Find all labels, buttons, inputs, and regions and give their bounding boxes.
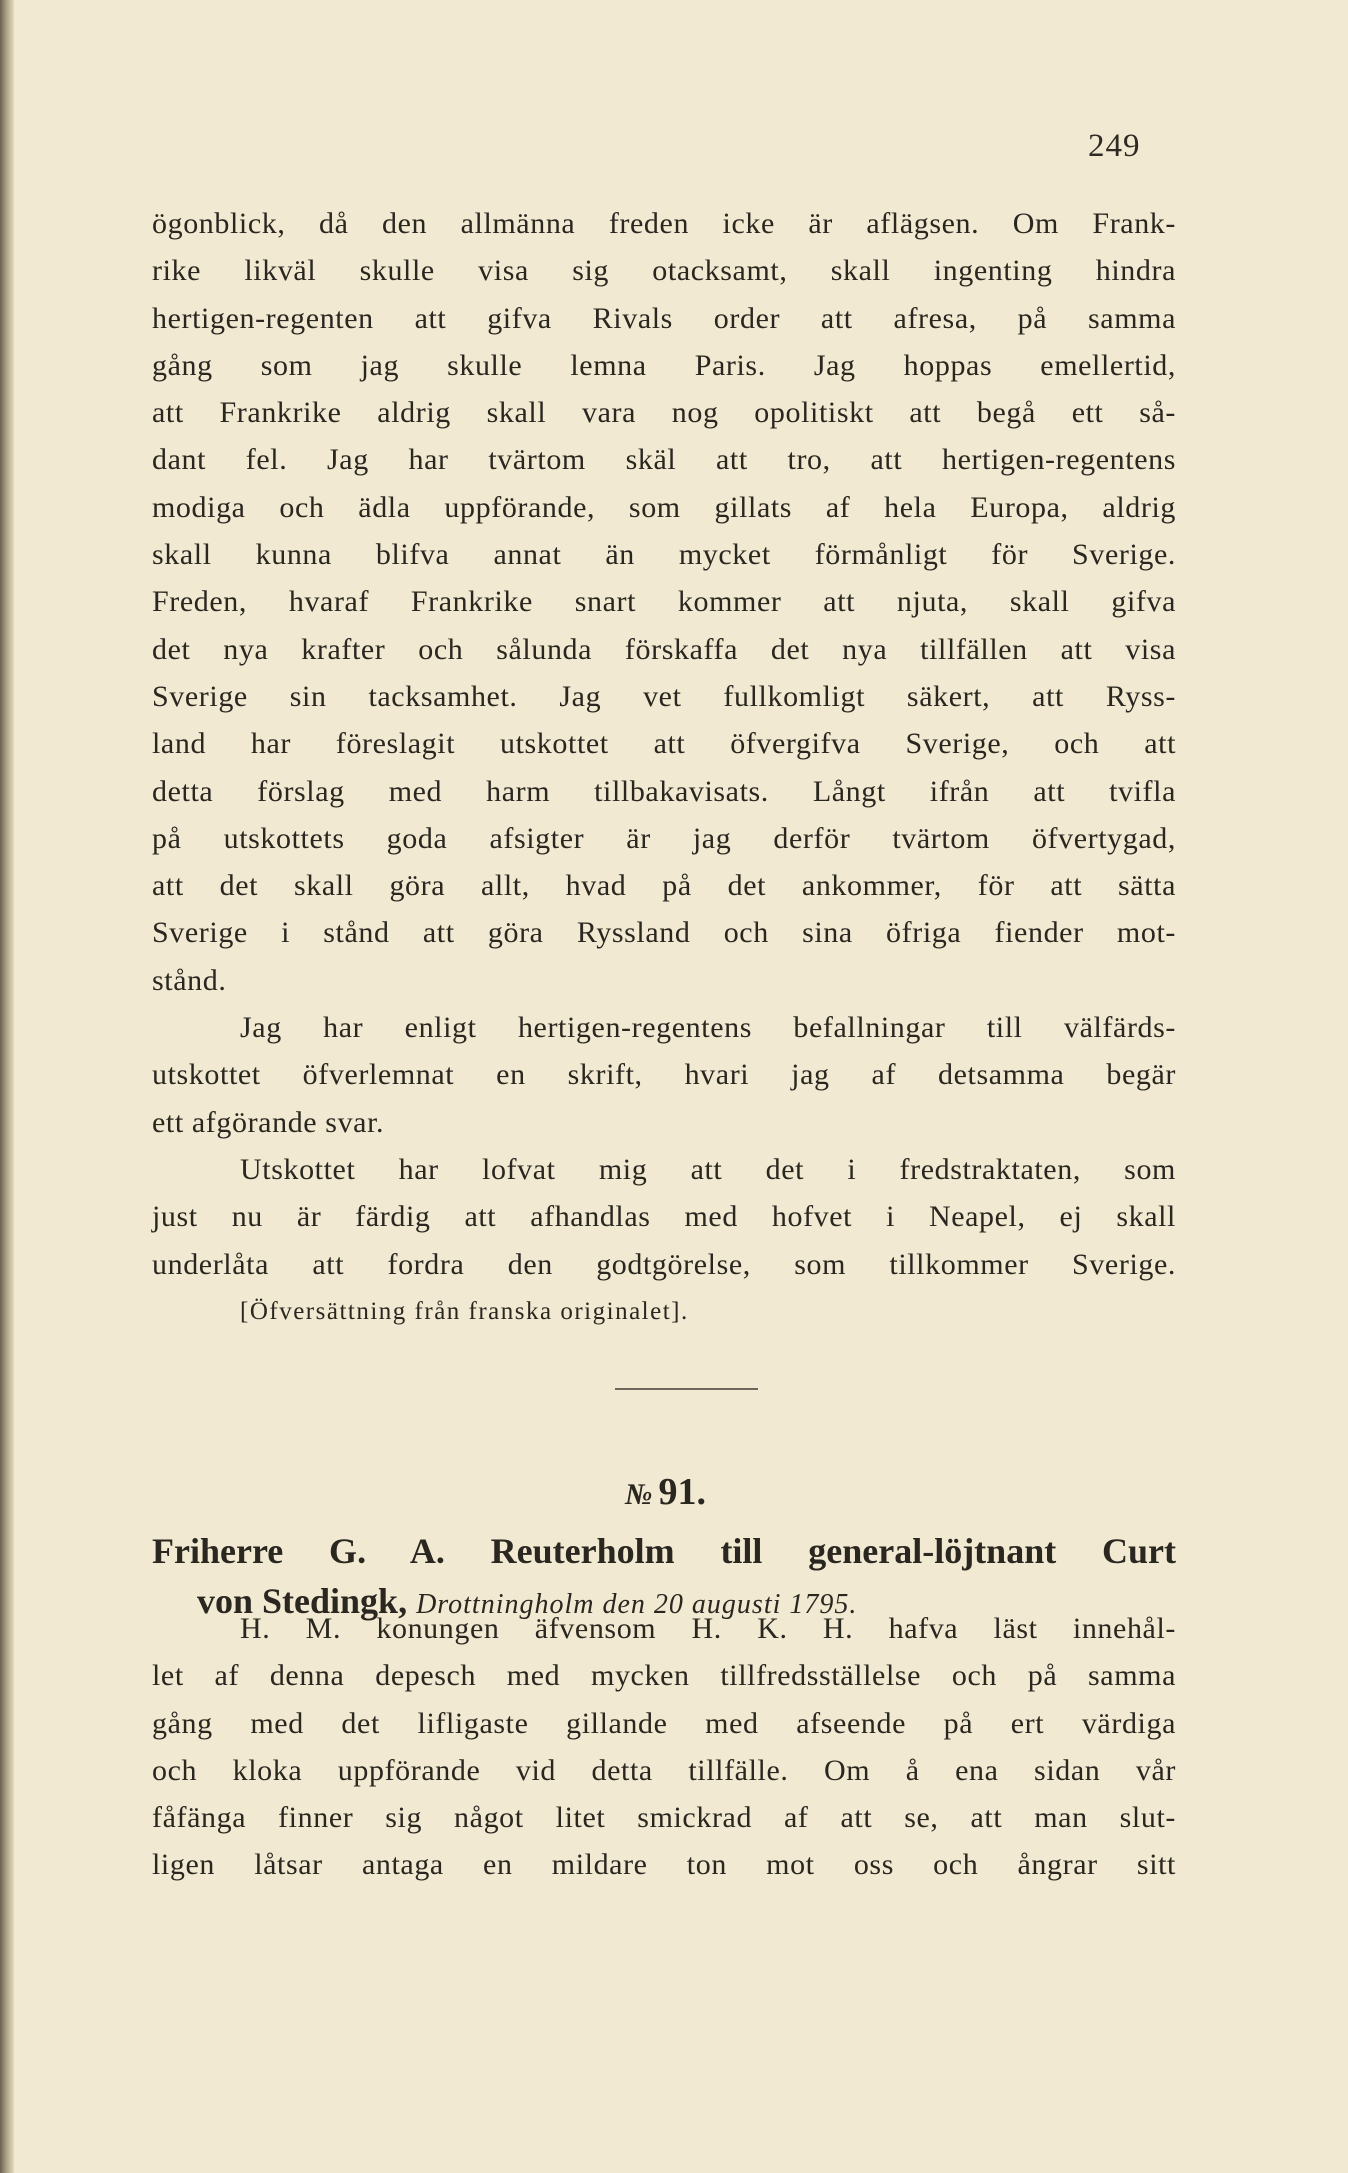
- number-sign: №: [625, 1478, 653, 1511]
- page-number: 249: [1088, 128, 1141, 164]
- text-line: hertigen-regenten att gifva Rivals order att afresa, på samma: [152, 301, 1176, 335]
- text-line: ett afgörande svar.: [152, 1105, 385, 1139]
- text-line: att det skall göra allt, hvad på det ankommer, för att sätta: [152, 869, 1176, 903]
- text-line: Sverige sin tacksamhet. Jag vet fullkomligt säkert, att Ryss-: [152, 679, 1176, 713]
- text-line: let af denna depesch med mycken tillfredsställelse och på samma: [152, 1659, 1176, 1693]
- place-date: Drottningholm den 20 augusti 1795.: [416, 1589, 858, 1620]
- recipient-name: von Stedingk,: [197, 1581, 408, 1621]
- text-line: just nu är färdig att afhandlas med hofvet i Neapel, ej skall: [152, 1200, 1176, 1234]
- text-line: ögonblick, då den allmänna freden icke är aflägsen. Om Frank-: [152, 207, 1176, 240]
- text-line: gång med det lifligaste gillande med afseende på ert värdiga: [152, 1706, 1176, 1740]
- document-number: [625, 1470, 706, 1514]
- text-line: rike likväl skulle visa sig otacksamt, skall ingenting hindra: [152, 254, 1176, 288]
- text-line: Sverige i stånd att göra Ryssland och sina öfriga fiender mot-: [152, 916, 1176, 950]
- text-line: fåfänga finner sig något litet smickrad af att se, att man slut-: [152, 1801, 1176, 1835]
- text-line: Jag har enligt hertigen-regentens befallningar till välfärds-: [240, 1011, 1176, 1045]
- text-line: underlåta att fordra den godtgörelse, som tillkommer Sverige.: [152, 1247, 1176, 1281]
- text-line: Utskottet har lofvat mig att det i fredstraktaten, som: [240, 1152, 1176, 1186]
- text-line: att Frankrike aldrig skall vara nog opolitiskt att begå ett så-: [152, 396, 1176, 430]
- text-line: dant fel. Jag har tvärtom skäl att tro, att hertigen-regentens: [152, 443, 1176, 477]
- letter-body: [152, 1605, 1176, 1889]
- text-line: Freden, hvaraf Frankrike snart kommer att njuta, skall gifva: [152, 585, 1176, 619]
- document-number-value: 91.: [658, 1471, 706, 1513]
- text-line: H. M. konungen äfvensom H. K. H. hafva läst innehål-: [240, 1612, 1176, 1645]
- text-line: land har föreslagit utskottet att öfvergifva Sverige, och att: [152, 727, 1176, 761]
- letter-body-continued: [152, 200, 1176, 1335]
- text-line: gång som jag skulle lemna Paris. Jag hoppas emellertid,: [152, 348, 1176, 382]
- document-heading-line-1: Friherre G. A. Reuterholm till general-löjtnant Curt: [152, 1531, 1176, 1571]
- translation-note: [Öfversättning från franska originalet].: [240, 1297, 689, 1325]
- book-binding-edge: [0, 0, 14, 2173]
- text-line: på utskottets goda afsigter är jag derför tvärtom öfvertygad,: [152, 821, 1176, 855]
- text-line: skall kunna blifva annat än mycket förmånligt för Sverige.: [152, 538, 1176, 572]
- text-line: modiga och ädla uppförande, som gillats af hela Europa, aldrig: [152, 490, 1176, 524]
- text-line: stånd.: [152, 963, 227, 997]
- text-line: detta förslag med harm tillbakavisats. Långt ifrån att tvifla: [152, 774, 1176, 808]
- text-line: och kloka uppförande vid detta tillfälle. Om å ena sidan vår: [152, 1753, 1176, 1787]
- text-line: utskottet öfverlemnat en skrift, hvari jag af detsamma begär: [152, 1058, 1176, 1092]
- section-divider: [615, 1388, 758, 1390]
- text-line: det nya krafter och sålunda förskaffa det nya tillfällen att visa: [152, 632, 1176, 666]
- text-line: ligen låtsar antaga en mildare ton mot oss och ångrar sitt: [152, 1848, 1176, 1882]
